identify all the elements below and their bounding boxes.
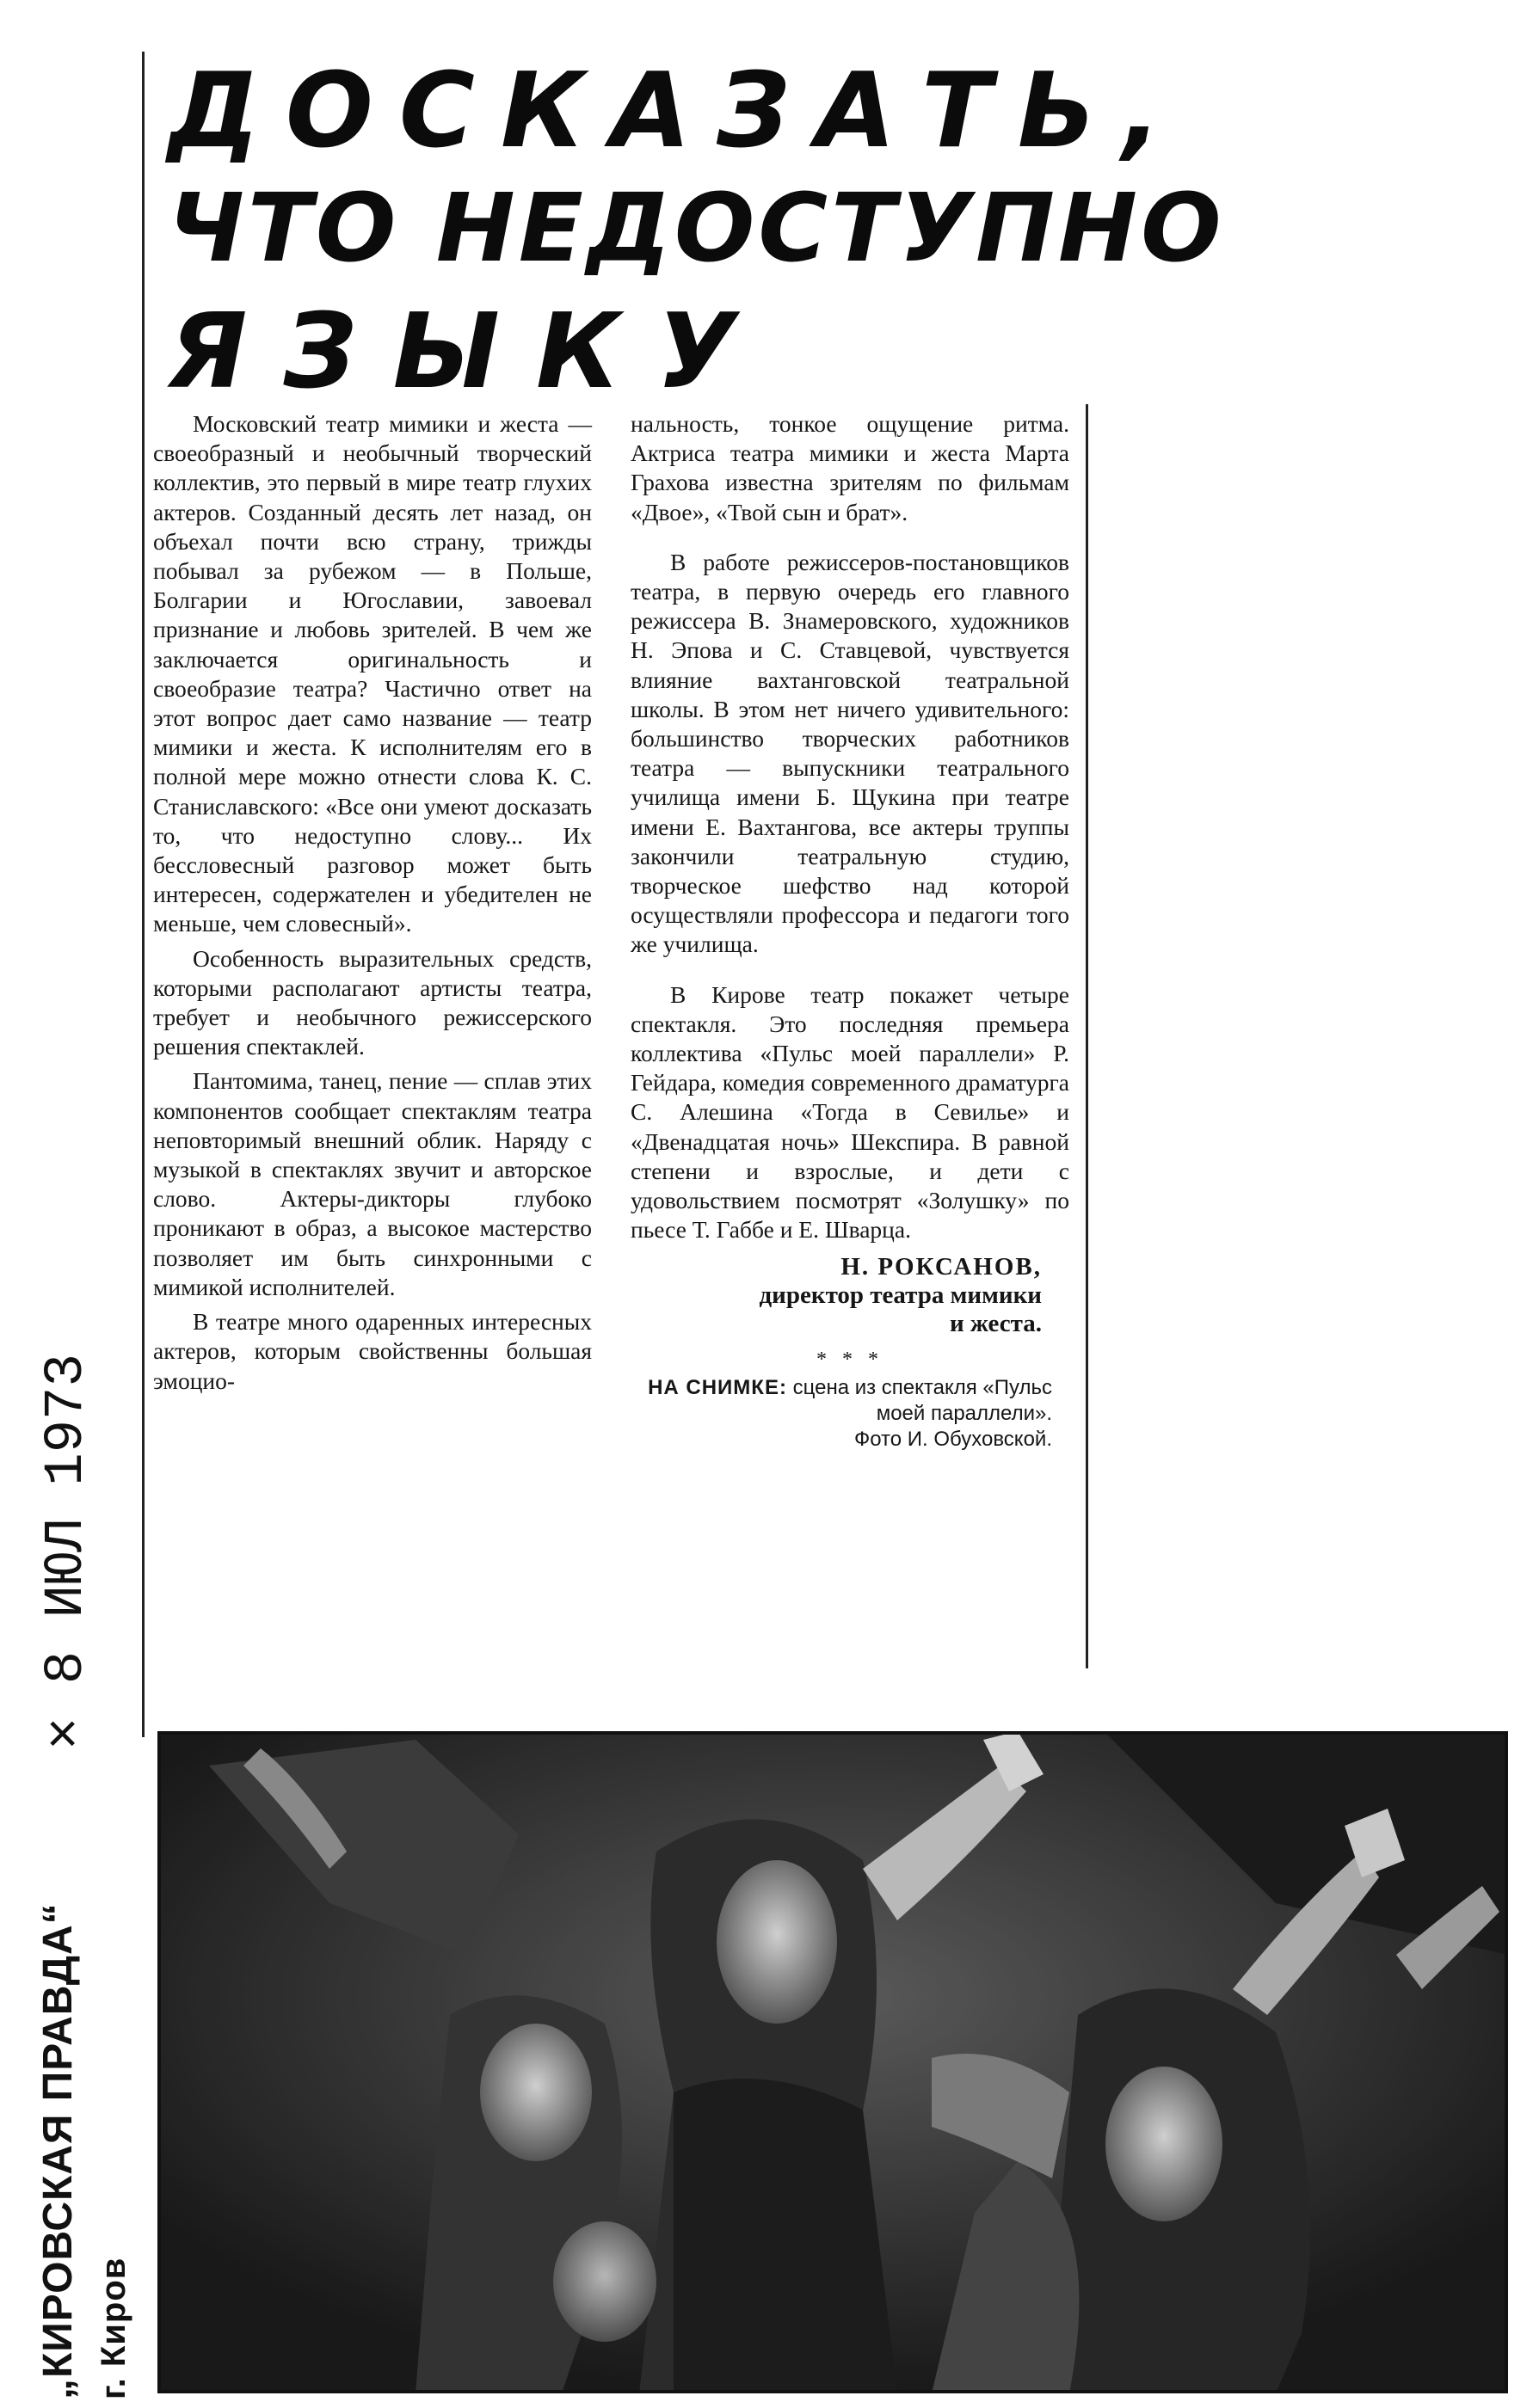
headline-line-3: ЯЗЫКУ	[168, 292, 773, 412]
article-column-left	[153, 409, 592, 1396]
article-column-right	[631, 409, 1069, 1453]
article-paragraph: В театре много одаренных интересных актеров, которым свойственны большая эмоцио-	[153, 1308, 592, 1394]
newspaper-city: г. Киров	[95, 2257, 132, 2399]
author-title-2: и жеста.	[949, 1310, 1042, 1338]
date-stamp: × 8 ИЮЛ 1973	[36, 1354, 98, 1750]
article-paragraph: В работе режиссеров-постановщиков театра, в первую очередь его главного режиссера В. Знамеровского, художников Н. Эпова и С. Ставцевой, чувствуется влияние вахтанговской театральной школы. В этом нет ничего удивительного: большинство творческих работников театра — выпускники театрального училища имени Б. Щукина при театре имени Е. Вахтангова, все актеры труппы закончили театральную студию, творческое шефство над которой осуществляли профессора и педагоги того же училища.	[631, 548, 1069, 958]
author-name: Н. РОКСАНОВ,	[840, 1253, 1042, 1281]
clipping-left-edge	[142, 52, 145, 1737]
author-signature	[631, 1253, 1069, 1338]
performance-photo	[157, 1731, 1508, 2393]
photo-credit: Фото И. Обуховской.	[853, 1427, 1052, 1451]
clipping-right-edge	[1086, 404, 1088, 1668]
headline-line-2: ЧТО НЕДОСТУПНО	[168, 173, 1225, 283]
article-paragraph: В Кирове театр покажет четыре спектакля. Это последняя премьера коллектива «Пульс моей параллели» Р. Гейдара, комедия современного драматурга С. Алешина «Тогда в Севилье» и «Двенадцатая ночь» Шекспира. В равной степени и взрослые, и дети с удовольствием посмотрят «Золушку» по пьесе Т. Габбе и Е. Шварца.	[631, 980, 1069, 1244]
article-paragraph: Особенность выразительных средств, которыми располагают артисты театра, требует и необычного режиссерского решения спектаклей.	[153, 944, 592, 1060]
caption-text: сцена из спектакля «Пульс моей параллели».	[792, 1375, 1052, 1425]
separator-stars: * * *	[816, 1348, 883, 1372]
newspaper-name: „КИРОВСКАЯ ПРАВДА“	[35, 1902, 81, 2399]
article-paragraph: нальность, тонкое ощущение ритма. Актриса театра мимики и жеста Марта Грахова известна зрителям по фильмам «Двое», «Твой сын и брат».	[631, 410, 1069, 525]
article-paragraph: Московский театр мимики и жеста — своеобразный и необычный творческий коллектив, это первый в мире театр глухих актеров. Созданный десять лет назад, он объехал почти всю страну, трижды побывал за рубежом — в Польше, Болгарии и Югославии, завоевал признание и любовь зрителей. В чем же заключается оригинальность и своеобразие театра? Частично ответ на этот вопрос дает само название — театр мимики и жеста. К исполнителям его в полной мере можно отнести слова К. С. Станиславского: «Все они умеют досказать то, что недоступно слову... Их бессловесный разговор может быть интересен, содержателен и убедителен не меньше, чем словесный».	[153, 410, 592, 937]
article-paragraph: Пантомима, танец, пение — сплав этих компонентов сообщает спектаклям театра неповторимый внешний облик. Наряду с музыкой в спектаклях звучит и авторское слово. Актеры-дикторы глубоко проникают в образ, а высокое мастерство позволяет им быть синхронными с мимикой исполнителей.	[153, 1067, 592, 1300]
photo-caption	[631, 1375, 1069, 1453]
caption-label: НА СНИМКЕ:	[648, 1375, 787, 1399]
author-title: директор театра мимики	[759, 1281, 1042, 1310]
headline-line-1: ДОСКАЗАТЬ,	[168, 52, 1187, 171]
